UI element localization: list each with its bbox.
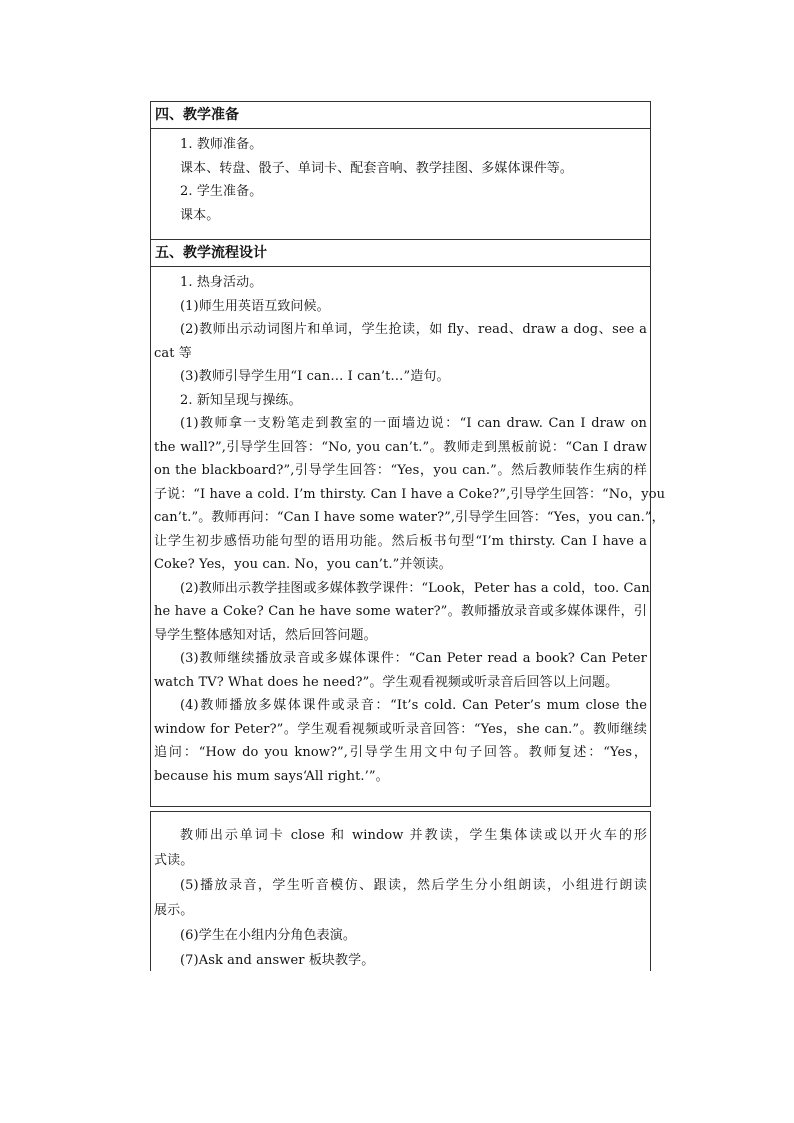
text-line: 展示。 [154,903,194,918]
text-line: 1. 热身活动。 [180,275,263,290]
lesson-plan-table [150,101,666,807]
text-line: 课本、转盘、骰子、单词卡、配套音响、教学挂图、多媒体课件等。 [180,160,574,176]
text-line: 式读。 [154,853,194,868]
text-line: (2)教师出示教学挂图或多媒体教学课件：“Look，Peter has a cold，too. Can [180,580,650,596]
text-line: on the blackboard?”,引导学生回答：“Yes，you can.”。然后教师装作生病的样 [154,463,647,478]
text-line: 2. 新知呈现与操练。 [180,392,302,408]
text-line: (4)教师播放多媒体课件或录音：“It’s cold. Can Peter’s mum close the [180,698,647,713]
text-line: 2. 学生准备。 [180,184,263,199]
text-line: (5)播放录音，学生听音模仿、跟读，然后学生分小组朗读，小组进行朗读 [180,878,647,893]
text-line: watch TV? What does he need?”。学生观看视频或听录音后回答以上问题。 [154,674,619,690]
continuation-content [151,812,650,973]
text-line: window for Peter?”。学生观看视频或听录音回答：“Yes，she can.”。教师继续 [154,721,647,737]
text-line: cat 等 [154,345,192,361]
text-line: Coke? Yes，you can. No，you can’t.”并领读。 [154,557,452,572]
text-line: 追问：“How do you know?”,引导学生用文中句子回答。教师复述：“Yes， [154,745,647,760]
text-line: 教师出示单词卡 close 和 window 并教读，学生集体读或以开火车的形 [180,828,647,843]
section-4-content [151,129,650,240]
text-line: (3)教师继续播放录音或多媒体课件：“Can Peter read a book? Can Peter [180,651,647,666]
text-line: can’t.”。教师再问：“Can I have some water?”,引导学生回答：“Yes，you can.”， [154,510,665,525]
lesson-plan-table-continued [150,811,651,971]
text-line: because his mum says‘All right.’”。 [154,768,389,784]
text-line: (1)教师拿一支粉笔走到教室的一面墙边说：“I can draw. Can I draw on [180,416,647,431]
text-line: 导学生整体感知对话，然后回答问题。 [154,627,377,643]
text-line: (7)Ask and answer 板块教学。 [180,953,375,968]
text-line: (1)师生用英语互致问候。 [180,298,330,314]
section-5-content [151,267,666,788]
text-line: 课本。 [180,207,220,223]
text-line: 1. 教师准备。 [180,137,263,152]
text-line: 让学生初步感悟功能句型的语用功能。然后板书句型“I’m thirsty. Can I have a [154,533,647,549]
text-line: the wall?”,引导学生回答：“No, you can’t.”。教师走到黑板前说：“Can I draw [154,439,647,455]
section-5-heading: 五、教学流程设计 [151,240,650,267]
text-line: (3)教师引导学生用“I can… I can’t…”造句。 [180,369,450,384]
text-line: 子说：“I have a cold. I’m thirsty. Can I have a Coke?”,引导学生回答：“No，you [154,486,666,502]
text-line: (6)学生在小组内分角色表演。 [180,928,356,943]
section-4-heading: 四、教学准备 [151,102,650,129]
text-line: he have a Coke? Can he have some water?”。教师播放录音或多媒体课件，引 [154,604,647,619]
text-line: (2)教师出示动词图片和单词，学生抢读，如 fly、read、draw a dog、see a [180,322,647,337]
